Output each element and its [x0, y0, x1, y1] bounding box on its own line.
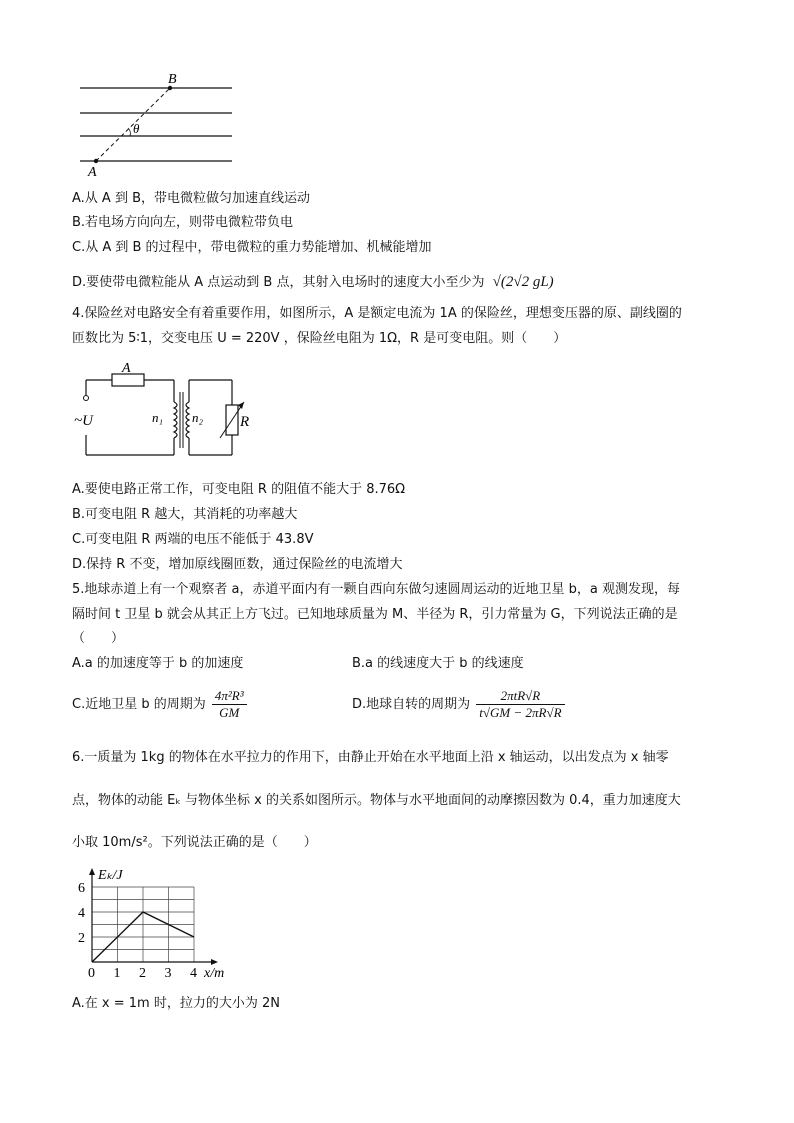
label-n1: n₁: [152, 410, 164, 425]
q4-option-b: B.可变电阻 R 越大，其消耗的功率越大: [72, 507, 298, 522]
q6-stem-line3: 小取 10m/s²。下列说法正确的是（ ）: [72, 835, 317, 850]
x-tick-label: 4: [190, 966, 197, 980]
primary-coil: [174, 402, 177, 438]
q5-option-d-fraction: [476, 688, 564, 721]
q6-option-a: A.在 x = 1m 时，拉力的大小为 2N: [72, 996, 280, 1011]
q5-option-d-denominator: t√GM − 2πR√R: [479, 705, 562, 720]
label-b: B: [168, 72, 177, 87]
x-axis-arrow: [211, 959, 218, 965]
transformer-circuit-figure: [72, 360, 257, 475]
q3-option-d-formula: √(2√2 gL): [492, 274, 554, 290]
ac-source-terminal: [84, 396, 89, 401]
q5-option-c-numerator: 4π²R³: [212, 688, 247, 705]
q3-option-d-text: D.要使带电微粒能从 A 点运动到 B 点，其射入电场时的速度大小至少为: [72, 275, 485, 290]
label-a: A: [88, 165, 97, 180]
q5-option-d-numerator: 2πtR√R: [476, 688, 564, 705]
q5-stem-line1: 5.地球赤道上有一个观察者 a，赤道平面内有一颗自西向东做匀速圆周运动的近地卫星 b，a 观测发现，每: [72, 582, 680, 597]
x-axis-label: x/m: [204, 966, 225, 980]
q5-option-b: B.a 的线速度大于 b 的线速度: [352, 656, 524, 671]
point-a: [94, 159, 98, 163]
x-tick-label: 0: [88, 966, 95, 980]
q4-option-a: A.要使电路正常工作，可变电阻 R 的阻值不能大于 8.76Ω: [72, 482, 406, 497]
q3-option-b: B.若电场方向向左，则带电微粒带负电: [72, 215, 294, 230]
y-axis-label: Eₖ/J: [98, 868, 123, 883]
q5-option-d-text: D.地球自转的周期为: [352, 697, 471, 712]
q5-option-c-fraction: [212, 688, 247, 721]
q4-option-c: C.可变电阻 R 两端的电压不能低于 43.8V: [72, 532, 314, 547]
label-u: ~U: [74, 413, 93, 429]
field-lines-figure: [72, 68, 242, 180]
y-axis-arrow: [89, 868, 95, 875]
q4-stem-line1: 4.保险丝对电路安全有着重要作用，如图所示，A 是额定电流为 1A 的保险丝，理想变压器的原、副线圈的: [72, 306, 682, 321]
label-r: R: [240, 414, 250, 430]
q5-option-c-text: C.近地卫星 b 的周期为: [72, 697, 206, 712]
q3-option-d: [72, 273, 554, 292]
q5-option-a: A.a 的加速度等于 b 的加速度: [72, 656, 244, 671]
label-theta: θ: [133, 121, 140, 136]
q6-stem-line2: 点，物体的动能 Eₖ 与物体坐标 x 的关系如图所示。物体与水平地面间的动摩擦因数为 0.4，重力加速度大: [72, 793, 681, 808]
x-tick-label: 1: [113, 966, 121, 980]
ek-x-chart: [72, 866, 242, 980]
y-tick-label: 4: [78, 906, 85, 921]
q6-stem-line1: 6.一质量为 1kg 的物体在水平拉力的作用下，由静止开始在水平地面上沿 x 轴运动，以出发点为 x 轴零: [72, 750, 669, 765]
secondary-coil: [186, 402, 189, 438]
q5-option-c: [72, 688, 249, 721]
q5-stem-line3: （ ）: [72, 631, 125, 646]
x-tick-label: 3: [164, 966, 172, 980]
q3-option-c: C.从 A 到 B 的过程中，带电微粒的重力势能增加、机械能增加: [72, 240, 432, 255]
x-tick-label: 2: [139, 966, 146, 980]
label-fuse-a: A: [122, 361, 131, 376]
y-tick-label: 2: [78, 931, 85, 946]
q4-option-d: D.保持 R 不变，增加原线圈匝数，通过保险丝的电流增大: [72, 557, 403, 572]
q5-option-c-denominator: GM: [219, 705, 240, 720]
q5-option-d: [352, 688, 567, 721]
q4-stem-line2: 匝数比为 5∶1，交变电压 U = 220V ，保险丝电阻为 1Ω，R 是可变电阻。则（ ）: [72, 331, 567, 346]
q3-option-a: A.从 A 到 B，带电微粒做匀加速直线运动: [72, 191, 311, 206]
label-n2: n₂: [192, 410, 204, 425]
y-tick-label: 6: [78, 881, 85, 896]
q5-stem-line2: 隔时间 t 卫星 b 就会从其正上方飞过。已知地球质量为 M、半径为 R，引力常量为 G，下列说法正确的是: [72, 607, 678, 622]
